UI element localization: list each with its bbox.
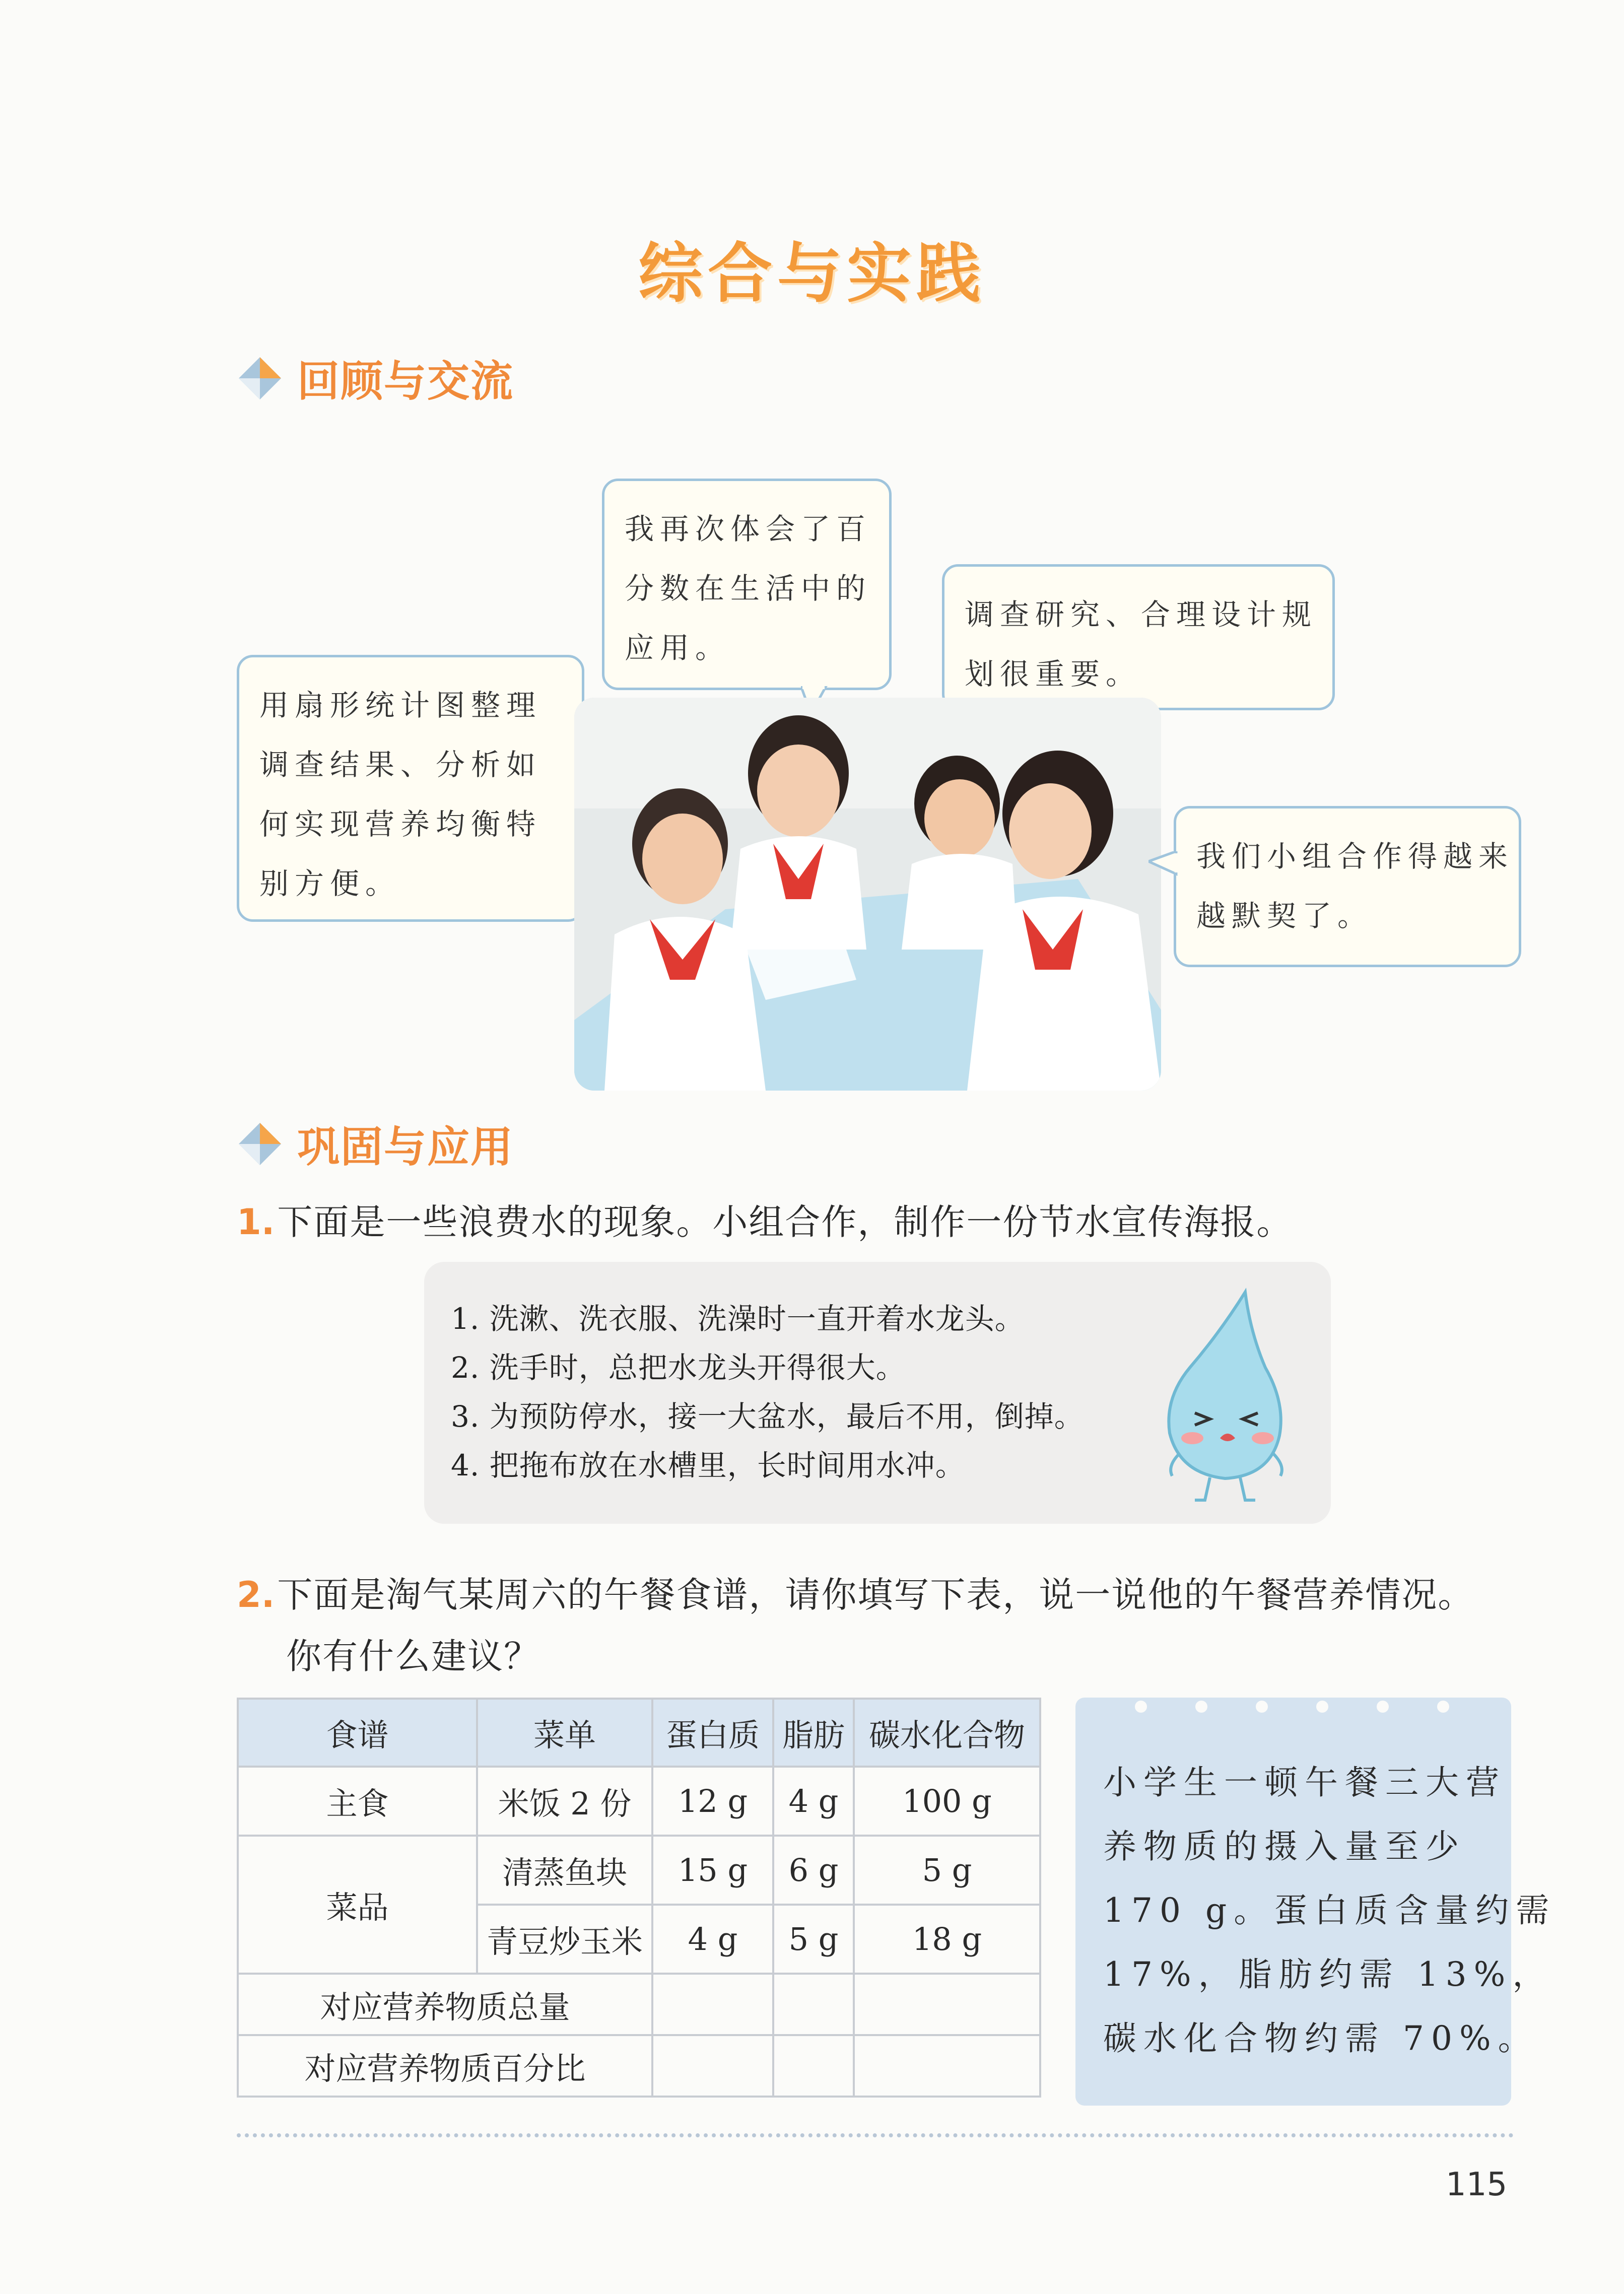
table-cell: 100 g [854, 1767, 1040, 1836]
list-item: 3. 为预防停水，接一大盆水，最后不用，倒掉。 [451, 1399, 1084, 1434]
note-line: 17%，脂肪约需 13%， [1103, 1955, 1553, 1994]
table-header-cell: 碳水化合物 [854, 1699, 1040, 1767]
table-header-cell: 脂肪 [773, 1699, 854, 1767]
table-cell: 6 g [773, 1836, 854, 1905]
bubble-line: 用扇形统计图整理 [259, 688, 542, 722]
section-header-review [237, 348, 514, 409]
table-cell: 5 g [773, 1905, 854, 1974]
table-header-cell: 食谱 [238, 1699, 477, 1767]
note-line: 小学生一顿午餐三大营 [1103, 1763, 1506, 1802]
note-holes [1075, 1698, 1511, 1718]
table-cell-blank [773, 2035, 854, 2097]
footer-divider [237, 2133, 1514, 2137]
table-cell: 对应营养物质百分比 [238, 2035, 652, 2097]
section-title-review: 回顾与交流 [297, 357, 514, 406]
bubble-line: 调查研究、合理设计规 [965, 597, 1318, 632]
table-header-cell: 蛋白质 [652, 1699, 773, 1767]
table-cell: 18 g [854, 1905, 1040, 1974]
water-waste-list-panel [424, 1262, 1331, 1524]
note-line: 170 g。蛋白质含量约需 [1103, 1891, 1557, 1930]
table-cell: 12 g [652, 1767, 773, 1836]
problem-text-line2: 你有什么建议？ [286, 1636, 540, 1677]
table-header-cell: 菜单 [477, 1699, 652, 1767]
bubble-line: 分数在生活中的 [625, 571, 872, 605]
diamond-icon [237, 1121, 283, 1167]
problem-text: 下面是一些浪费水的现象。小组合作，制作一份节水宣传海报。 [277, 1201, 1293, 1243]
bubble-line: 调查结果、分析如 [259, 748, 542, 782]
bubble-line: 我们小组合作得越来 [1196, 839, 1514, 873]
table-cell-blank [854, 2035, 1040, 2097]
problem-text: 下面是淘气某周六的午餐食谱，请你填写下表，说一说他的午餐营养情况。 [277, 1574, 1474, 1615]
table-cell: 15 g [652, 1836, 773, 1905]
table-row [238, 2035, 1040, 2097]
table-cell: 4 g [652, 1905, 773, 1974]
table-cell: 青豆炒玉米 [477, 1905, 652, 1974]
speech-bubble-pie-chart [237, 655, 584, 922]
speech-bubble-research [942, 564, 1335, 710]
table-cell-blank [854, 1974, 1040, 2035]
note-line: 养物质的摄入量至少 [1103, 1827, 1466, 1866]
page-number: 115 [1446, 2166, 1508, 2203]
bubble-line: 应用。 [625, 631, 731, 665]
problem-number: 2. [237, 1574, 275, 1615]
table-header-row [238, 1699, 1040, 1767]
bubble-line: 越默契了。 [1196, 899, 1373, 933]
table-row [238, 1836, 1040, 1905]
table-cell: 4 g [773, 1767, 854, 1836]
lunch-menu-table [237, 1698, 1041, 2098]
problem-1 [237, 1194, 1293, 1245]
bubble-line: 划很重要。 [965, 657, 1141, 691]
table-row [238, 1974, 1040, 2035]
nutrition-note-card [1075, 1698, 1557, 2106]
problem-number: 1. [237, 1201, 275, 1243]
table-row [238, 1767, 1040, 1836]
table-cell-blank [652, 1974, 773, 2035]
group-photo [574, 698, 1161, 1091]
list-item: 1. 洗漱、洗衣服、洗澡时一直开着水龙头。 [451, 1302, 1025, 1336]
section-title-practice: 巩固与应用 [297, 1122, 514, 1172]
section-header-practice [237, 1113, 514, 1174]
list-item: 2. 洗手时，总把水龙头开得很大。 [451, 1351, 906, 1385]
table-cell: 菜品 [238, 1836, 477, 1974]
table-cell-blank [652, 2035, 773, 2097]
diamond-icon [237, 355, 283, 401]
table-cell: 对应营养物质总量 [238, 1974, 652, 2035]
table-cell: 米饭 2 份 [477, 1767, 652, 1836]
bubble-tail [1148, 851, 1179, 882]
page-title: 综合与实践 [638, 236, 986, 311]
speech-bubble-percent [602, 479, 892, 690]
bubble-line: 我再次体会了百 [625, 512, 872, 546]
bubble-line: 别方便。 [259, 866, 401, 901]
water-drop-mascot-icon [1149, 1287, 1301, 1509]
table-cell: 主食 [238, 1767, 477, 1836]
list-item: 4. 把拖布放在水槽里，长时间用水冲。 [451, 1448, 965, 1482]
table-cell: 5 g [854, 1836, 1040, 1905]
note-line: 碳水化合物约需 70%。 [1103, 2019, 1538, 2058]
speech-bubble-teamwork [1174, 806, 1521, 967]
table-cell-blank [773, 1974, 854, 2035]
problem-2 [237, 1567, 1474, 1617]
bubble-line: 何实现营养均衡特 [259, 807, 542, 841]
table-cell: 清蒸鱼块 [477, 1836, 652, 1905]
